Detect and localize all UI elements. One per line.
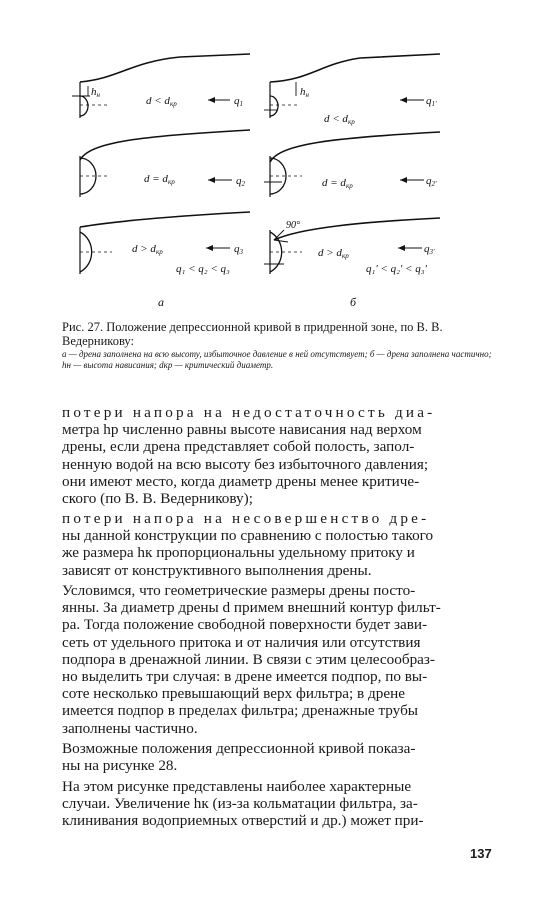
panel-b-row3-d-label: d > dкр xyxy=(318,247,349,260)
figure-27 xyxy=(60,52,470,317)
figure-legend: а — дрена заполнена на всю высоту, избыточное давление в ней отсутствует; б — дрена заполнена частично; hн — высота нависания; dкр — критический диаметр. xyxy=(62,349,492,370)
text-line: имеется подпор в пределах фильтра; дренажные трубы xyxy=(62,702,419,720)
text-line: ского (по В. В. Ведерникову); xyxy=(62,490,253,508)
panel-b-angle-label: 90° xyxy=(286,220,300,231)
text-line: заполнены частично. xyxy=(62,719,198,737)
text-line: сеть от удельного притока и от наличия или отсутствия xyxy=(62,633,421,651)
paragraph-4 xyxy=(62,740,508,774)
text-line: Возможные положения депрессионной кривой показа- xyxy=(62,740,416,757)
text-line: они имеют место, когда диаметр дрены менее критиче- xyxy=(62,472,420,490)
figure-caption: Рис. 27. Положение депрессионной кривой в придренной зоне, по В. В. Ведерникову: xyxy=(62,320,443,348)
panel-a-row1-d-label: d < dкр xyxy=(146,95,177,108)
text-line: но выделить три случая: в дрене имеется подпор, по вы- xyxy=(62,668,428,686)
panel-b-row1-d-label: d < dкр xyxy=(324,113,355,126)
panel-a-row3-q-label: q3 xyxy=(234,243,243,256)
text-line: ненную водой на всю высоту без избыточного давления; xyxy=(62,455,429,473)
panel-b-hn-label: hн xyxy=(300,86,309,99)
text-line: подпора в дренажной линии. В связи с этим целесообраз- xyxy=(62,650,435,668)
text-line: зависят от конструктивного выполнения дрены. xyxy=(62,561,372,579)
panel-b-row3-q-label: q3' xyxy=(424,243,435,256)
panel-a-row3-d-label: d > dкр xyxy=(132,243,163,256)
panel-b-row1-arrow xyxy=(400,97,424,103)
panel-b-row2-d-label: d = dкр xyxy=(322,177,353,190)
panel-a-row1-q-label: q1 xyxy=(234,95,243,108)
panel-a-row3-arrow xyxy=(206,245,230,251)
text-line: На этом рисунке представлены наиболее характерные xyxy=(62,778,412,795)
panel-a-label: а xyxy=(158,295,164,309)
paragraph-3 xyxy=(62,582,508,737)
panel-b-row2-arrow xyxy=(400,177,424,183)
panel-b-row1-q-label: q1' xyxy=(426,95,437,108)
panel-a-row2-q-label: q2 xyxy=(236,175,245,188)
panel-a-row1-arrow xyxy=(208,97,230,103)
text-line: ра. Тогда положение свободной поверхности будет зави- xyxy=(62,616,428,634)
paragraph-1 xyxy=(62,404,508,507)
page-number: 137 xyxy=(470,846,492,861)
panel-a-row2-d-label: d = dкр xyxy=(144,173,175,186)
text-line: янны. За диаметр дрены d примем внешний контур фильт- xyxy=(62,599,441,617)
text-line: случаи. Увеличение hк (из-за кольматации фильтра, за- xyxy=(62,795,418,813)
text-line: метра hр численно равны высоте нависания над верхом xyxy=(62,421,422,439)
panel-b-row3-arrow xyxy=(398,245,422,251)
text-line: ны данной конструкции по сравнению с полостью такого xyxy=(62,527,434,545)
panel-b-inequality: q₁' < q₂' < q₃' xyxy=(366,263,427,275)
text-line: соте несколько превышающий верх фильтра; в дрене xyxy=(62,685,405,703)
text-line: дрены, если дрена представляет собой полость, запол- xyxy=(62,438,415,456)
text-line: же размера hк пропорциональны удельному притоку и xyxy=(62,544,415,562)
paragraph-2 xyxy=(62,510,508,579)
panel-a-row2-diagram xyxy=(80,130,250,197)
panel-a-hn-label: hн xyxy=(91,86,100,99)
text-line: клинивания водоприемных отверстий и др.) может при- xyxy=(62,812,424,830)
paragraph-5 xyxy=(62,778,508,830)
panel-b-row2-q-label: q2' xyxy=(426,175,437,188)
panel-b-row1-diagram xyxy=(264,54,440,118)
text-line: потери напора на недостаточность диа- xyxy=(62,404,436,421)
text-line: потери напора на несовершенство дре- xyxy=(62,510,430,527)
panel-a-inequality: q₁ < q₂ < q₃ xyxy=(176,263,230,275)
panel-a-row2-arrow xyxy=(208,177,232,183)
panel-b-label: б xyxy=(350,295,357,309)
text-line: ны на рисунке 28. xyxy=(62,757,178,775)
text-line: Условимся, что геометрические размеры дрены посто- xyxy=(62,582,416,599)
panel-a-row1-diagram xyxy=(72,54,250,118)
